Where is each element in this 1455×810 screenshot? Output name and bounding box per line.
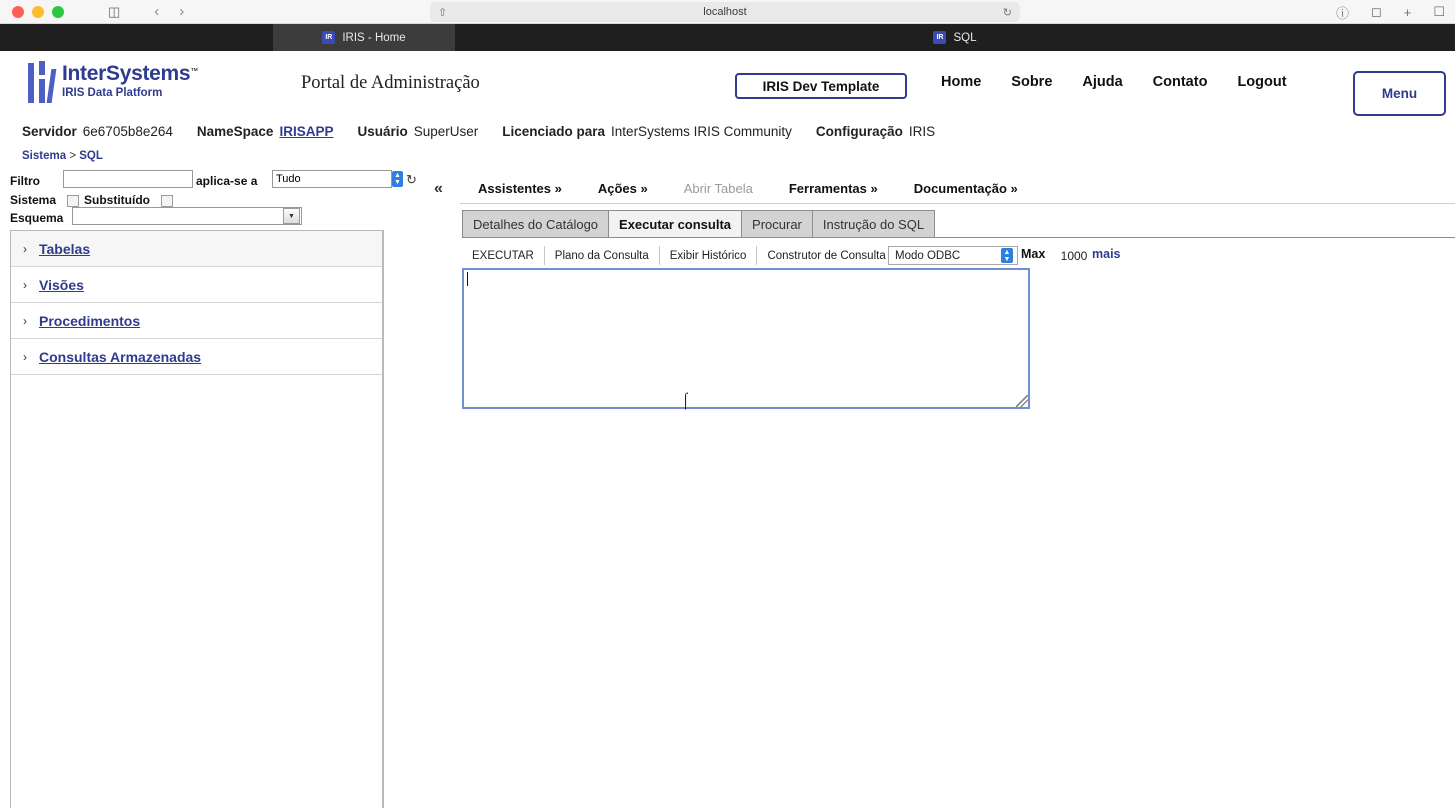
address-bar-text: localhost bbox=[703, 6, 747, 18]
nav-link-logout[interactable]: Logout bbox=[1237, 74, 1287, 90]
mais-link[interactable]: mais bbox=[1092, 247, 1121, 261]
tree-item-label: Visões bbox=[39, 276, 84, 293]
modo-odbc-select[interactable]: Modo ODBC bbox=[888, 246, 1018, 265]
sistema-label: Sistema bbox=[10, 193, 57, 207]
downloads-icon[interactable]: ◻ bbox=[1370, 4, 1382, 19]
construtor-de-consulta-button[interactable]: Construtor de Consulta bbox=[767, 249, 886, 262]
chevron-down-icon[interactable]: ▼ bbox=[283, 208, 300, 224]
tab-spacer-left bbox=[0, 24, 273, 51]
namespace-label: NameSpace bbox=[196, 124, 274, 139]
breadcrumb-item-sistema[interactable]: Sistema bbox=[22, 150, 67, 162]
chevron-right-icon: › bbox=[23, 313, 27, 328]
tree-item-consultas-armazenadas[interactable] bbox=[11, 339, 382, 375]
new-tab-icon[interactable]: + bbox=[1403, 4, 1412, 20]
nav-link-sobre[interactable]: Sobre bbox=[1011, 74, 1053, 90]
extensions-icon[interactable]: ⓘ bbox=[1335, 5, 1349, 21]
tab-overview-icon[interactable]: ☐ bbox=[1433, 4, 1445, 19]
iris-logo-icon bbox=[28, 61, 54, 105]
server-info-bar bbox=[0, 118, 1455, 145]
tab-executar-consulta[interactable]: Executar consulta bbox=[608, 210, 742, 237]
address-bar[interactable] bbox=[430, 2, 1020, 22]
max-input[interactable]: 1000 bbox=[1060, 248, 1088, 263]
tree-item-tabelas[interactable] bbox=[11, 231, 382, 267]
menu-button[interactable]: Menu bbox=[1353, 71, 1446, 116]
iris-favicon-icon: IR bbox=[322, 31, 335, 44]
substituido-checkbox[interactable] bbox=[161, 195, 173, 207]
chevron-right-icon: › bbox=[23, 349, 27, 364]
minimize-window-button[interactable] bbox=[32, 6, 44, 18]
usuario-label: Usuário bbox=[357, 124, 408, 139]
filtro-input[interactable] bbox=[63, 170, 193, 188]
chevron-right-icon: › bbox=[23, 241, 27, 256]
substituido-label: Substituído bbox=[84, 193, 150, 207]
executar-button[interactable]: EXECUTAR bbox=[462, 246, 545, 265]
collapse-panel-icon[interactable]: « bbox=[434, 180, 443, 197]
reload-icon[interactable]: ↻ bbox=[1002, 6, 1012, 19]
sql-toolbar[interactable] bbox=[460, 175, 1455, 201]
nav-link-contato[interactable]: Contato bbox=[1152, 74, 1208, 90]
page-title: Portal de Administração bbox=[301, 73, 480, 93]
toolbar-item-abrir-tabela: Abrir Tabela bbox=[683, 180, 753, 196]
iris-favicon-icon: IR bbox=[933, 31, 946, 44]
aplica-se-a-stepper[interactable]: ▲ ▼ bbox=[392, 171, 403, 187]
configuracao-value: IRIS bbox=[908, 124, 936, 139]
toolbar-item-ferramentas[interactable]: Ferramentas » bbox=[788, 180, 878, 196]
esquema-input[interactable] bbox=[72, 207, 302, 225]
toolbar-item-acoes[interactable]: Ações » bbox=[597, 180, 648, 196]
tree-empty-area bbox=[11, 375, 382, 775]
logo-subtitle: IRIS Data Platform bbox=[62, 87, 163, 100]
browser-tab-iris-home[interactable] bbox=[273, 24, 455, 51]
licenca-value: InterSystems IRIS Community bbox=[611, 124, 792, 139]
tab-instrucao-do-sql[interactable]: Instrução do SQL bbox=[812, 210, 935, 237]
licenca-label: Licenciado para bbox=[502, 124, 606, 139]
tab-detalhes-do-catalogo[interactable]: Detalhes do Catálogo bbox=[462, 210, 609, 237]
tree-item-procedimentos[interactable] bbox=[11, 303, 382, 339]
configuracao-label: Configuração bbox=[815, 124, 903, 139]
query-input[interactable] bbox=[462, 268, 1030, 409]
window-traffic-lights[interactable] bbox=[0, 6, 64, 18]
servidor-value: 6e6705b8e264 bbox=[82, 124, 173, 139]
content-tabs[interactable] bbox=[462, 210, 934, 237]
panel-divider bbox=[383, 230, 384, 810]
browser-chrome-bar bbox=[0, 0, 1455, 24]
close-window-button[interactable] bbox=[12, 6, 24, 18]
esquema-label: Esquema bbox=[10, 211, 64, 225]
toolbar-item-assistentes[interactable]: Assistentes » bbox=[478, 180, 562, 196]
usuario-value: SuperUser bbox=[413, 124, 479, 139]
tree-item-label: Consultas Armazenadas bbox=[39, 348, 202, 365]
back-icon[interactable]: ‹ bbox=[154, 3, 160, 20]
nav-link-home[interactable]: Home bbox=[941, 74, 982, 90]
exibir-historico-button[interactable]: Exibir Histórico bbox=[660, 246, 758, 265]
plano-da-consulta-button[interactable]: Plano da Consulta bbox=[545, 246, 660, 265]
sql-explorer-panel bbox=[0, 170, 424, 810]
tree-item-label: Procedimentos bbox=[39, 312, 141, 329]
tabs-underline bbox=[462, 237, 1455, 238]
maximize-window-button[interactable] bbox=[52, 6, 64, 18]
modo-odbc-stepper-icon[interactable]: ▲ ▼ bbox=[1001, 248, 1013, 263]
tree-item-label: Tabelas bbox=[39, 240, 91, 257]
tab-procurar[interactable]: Procurar bbox=[741, 210, 813, 237]
aplica-se-a-input[interactable] bbox=[272, 170, 392, 188]
browser-nav-arrows[interactable] bbox=[154, 3, 184, 20]
trademark-icon: ™ bbox=[190, 67, 199, 77]
chevron-right-icon: › bbox=[23, 277, 27, 292]
dev-template-button[interactable]: IRIS Dev Template bbox=[735, 73, 907, 99]
namespace-value-link[interactable]: IRISAPP bbox=[279, 124, 334, 139]
share-icon[interactable]: ⇧ bbox=[438, 6, 448, 19]
toolbar-item-documentacao[interactable]: Documentação » bbox=[913, 180, 1018, 196]
forward-icon[interactable]: › bbox=[179, 3, 185, 20]
logo-title: InterSystems bbox=[62, 62, 191, 86]
browser-tab-sql[interactable] bbox=[455, 24, 1455, 51]
mouse-text-cursor-icon: ⌠ bbox=[681, 393, 691, 409]
aplica-se-a-label: aplica-se a bbox=[196, 174, 258, 188]
text-caret bbox=[467, 272, 468, 286]
refresh-icon[interactable]: ↻ bbox=[406, 172, 417, 187]
max-label: Max bbox=[1021, 247, 1046, 261]
breadcrumb[interactable] bbox=[22, 150, 103, 162]
sistema-checkbox[interactable] bbox=[67, 195, 79, 207]
nav-link-ajuda[interactable]: Ajuda bbox=[1082, 74, 1123, 90]
sql-object-tree bbox=[10, 230, 383, 810]
browser-tab-label: SQL bbox=[953, 31, 977, 44]
sidebar-toggle-icon[interactable]: ◫ bbox=[108, 3, 121, 19]
textarea-resize-handle[interactable] bbox=[1016, 395, 1028, 407]
breadcrumb-separator: > bbox=[69, 150, 77, 162]
toolbar-divider bbox=[460, 203, 1455, 204]
breadcrumb-item-sql[interactable]: SQL bbox=[79, 150, 103, 162]
browser-tab-strip bbox=[0, 24, 1455, 51]
browser-toolbar-right[interactable] bbox=[1336, 0, 1445, 24]
filtro-label: Filtro bbox=[10, 174, 40, 188]
header-nav-links[interactable] bbox=[941, 74, 1287, 90]
browser-tab-label: IRIS - Home bbox=[342, 31, 406, 44]
tree-item-visoes[interactable] bbox=[11, 267, 382, 303]
iris-header bbox=[0, 51, 1455, 116]
intersystems-logo[interactable] bbox=[28, 61, 198, 105]
servidor-label: Servidor bbox=[22, 124, 77, 139]
